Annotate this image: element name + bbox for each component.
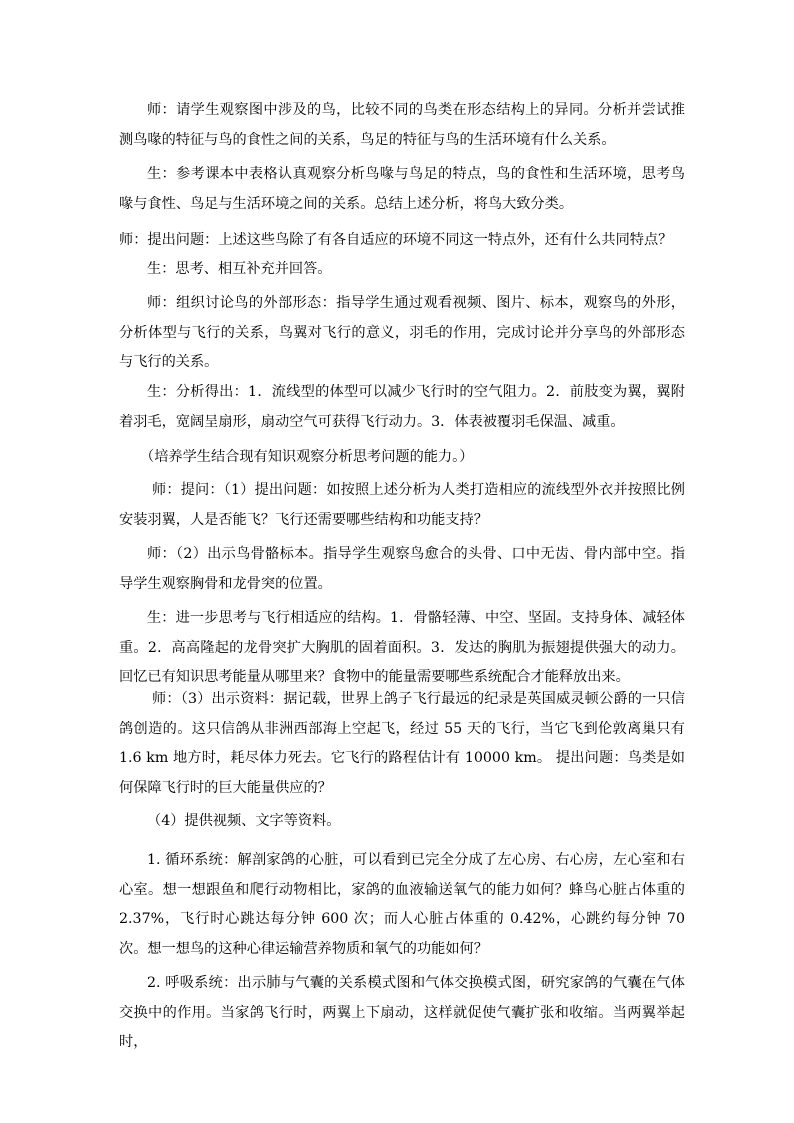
paragraph-teacher-question-1: 师：提问：（1）提出问题：如按照上述分析为人类打造相应的流线型外衣并按照比例安装羽翼，人是否能飞？飞行还需要哪些结构和功能支持？ — [119, 482, 685, 528]
paragraph-teacher-skeleton: 师：（2）出示鸟骨骼标本。指导学生观察鸟愈合的头骨、口中无齿、骨内部中空。指导学生观察胸骨和龙骨突的位置。 — [119, 546, 685, 592]
paragraph-student-analyze-beak-foot: 生：参考课本中表格认真观察分析鸟喙与鸟足的特点，鸟的食性和生活环境，思考鸟喙与食性、鸟足与生活环境之间的关系。总结上述分析，将鸟大致分类。 — [119, 166, 685, 212]
paragraph-respiratory-system: 2. 呼吸系统：出示肺与气囊的关系模式图和气体交换模式图，研究家鸽的气囊在气体交换中的作用。当家鸽飞行时，两翼上下扇动，这样就促使气囊扩张和收缩。当两翼举起时， — [119, 975, 685, 1051]
paragraph-provide-materials: （4）提供视频、文字等资料。 — [147, 813, 341, 829]
paragraph-student-discuss: 生：思考、相互补充并回答。 — [147, 261, 332, 277]
paragraph-teacher-pigeon-record: 师：（3）出示资料：据记载，世界上鸽子飞行最远的纪录是英国威灵顿公爵的一只信鸽创造的。这只信鸽从非洲西部海上空起飞，经过 55 天的飞行，当它飞到伦敦离巢只有 1.6 km 地方时，耗尽体力死去。它飞行的路程估计有 10000 km。 提出问题：鸟类是如何保障飞行时的巨大能量供应的？ — [119, 691, 685, 796]
paragraph-teacher-common-traits: 师：提出问题：上述这些鸟除了有各自适应的环境不同这一特点外，还有什么共同特点？ — [119, 232, 673, 248]
paragraph-teacher-external-form: 师：组织讨论鸟的外部形态：指导学生通过观看视频、图片、标本，观察鸟的外形，分析体型与飞行的关系，鸟翼对飞行的意义，羽毛的作用，完成讨论并分享鸟的外部形态与飞行的关系。 — [119, 295, 685, 371]
paragraph-circulatory-system: 1. 循环系统：解剖家鸽的心脏，可以看到已完全分成了左心房、右心房，左心室和右心室。想一想跟鱼和爬行动物相比，家鸽的血液输送氧气的能力如何？蜂鸟心脏占体重的 2.37%，飞行时心跳达每分钟 600 次；而人心脏占体重的 0.42%，心跳约每分钟 70 次。想一想鸟的这种心律运输营养物质和氧气的功能如何？ — [119, 852, 685, 957]
paragraph-student-structure: 生：进一步思考与飞行相适应的结构。1．骨骼轻薄、中空、坚固。支持身体、减轻体重。2．高高隆起的龙骨突扩大胸肌的固着面积。3．发达的胸肌为振翅提供强大的动力。回忆已有知识思考能量从哪里来？食物中的能量需要哪些系统配合才能释放出来。 — [119, 610, 685, 686]
paragraph-teacher-observe-birds: 师：请学生观察图中涉及的鸟，比较不同的鸟类在形态结构上的异同。分析并尝试推测鸟喙的特征与鸟的食性之间的关系，鸟足的特征与鸟的生活环境有什么关系。 — [119, 102, 685, 148]
paragraph-ability-note: （培养学生结合现有知识观察分析思考问题的能力。） — [140, 449, 474, 465]
paragraph-student-conclusions: 生：分析得出：1．流线型的体型可以减少飞行时的空气阻力。2．前肢变为翼，翼附着羽毛，宽阔呈扇形，扇动空气可获得飞行动力。3．体表被覆羽毛保温、减重。 — [119, 384, 685, 430]
